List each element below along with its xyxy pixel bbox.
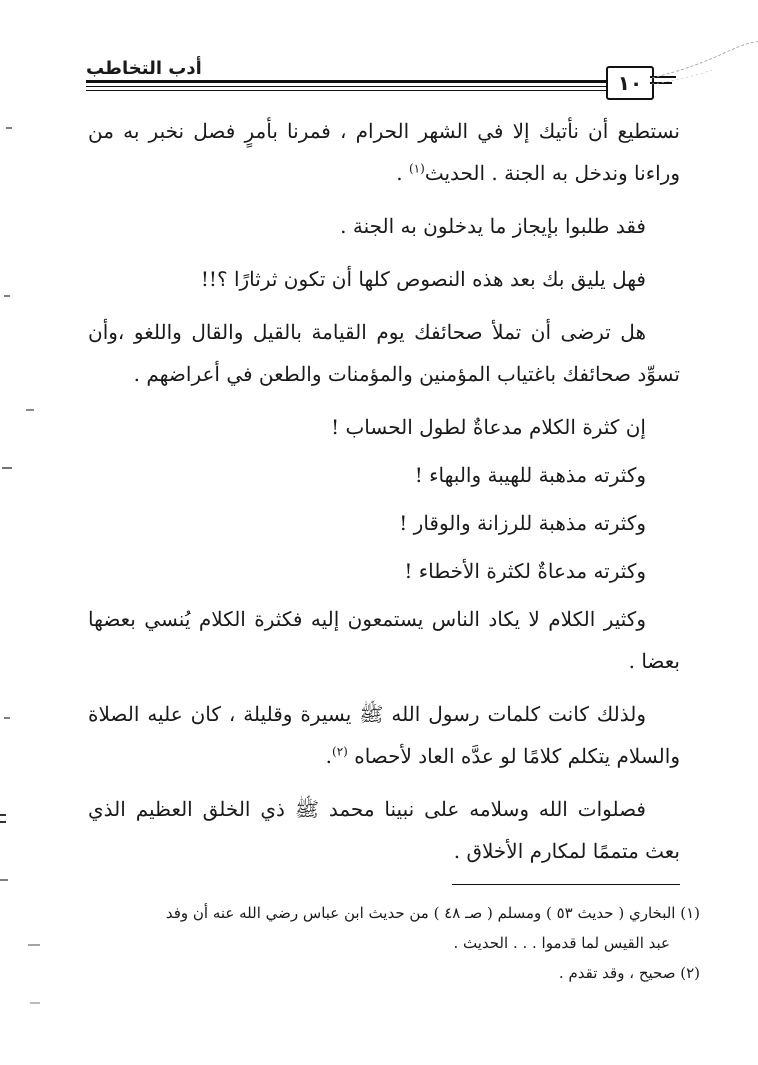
footnote-separator (452, 884, 680, 885)
paragraph: وكثرته مدعاةٌ لكثرة الأخطاء ! (404, 559, 646, 583)
paragraph: وكثرته مذهبة للهيبة والبهاء ! (414, 463, 646, 487)
paragraph: إن كثرة الكلام مدعاةٌ لطول الحساب ! (331, 415, 646, 439)
scan-artifact-lines (652, 40, 758, 100)
footnotes (100, 898, 700, 988)
paragraph: هل ترضى أن تملأ صحائفك يوم القيامة بالقيل والقال واللغو ،وأن تسوِّد صحائفك باغتياب المؤمنين والمؤمنات والطعن في أعراضهم . (88, 320, 680, 386)
footnote-ref: (١) (408, 161, 425, 176)
header-rule-thick (86, 80, 606, 83)
running-title: أدب التخاطب (86, 58, 202, 79)
footnote-1-continued: عبد القيس لما قدموا . . . الحديث . (453, 934, 670, 952)
paragraph: وكثرته مذهبة للرزانة والوقار ! (399, 511, 646, 535)
footnote-ref: (٢) (332, 744, 348, 759)
paragraph: فقد طلبوا بإيجاز ما يدخلون به الجنة . (340, 214, 646, 238)
main-text (88, 110, 680, 883)
paragraph: وكثير الكلام لا يكاد الناس يستمعون إليه فكثرة الكلام يُنسي بعضها بعضا . (88, 607, 680, 673)
footnote-1: (١) البخاري ( حديث ٥٣ ) ومسلم ( صـ ٤٨ ) من حديث ابن عباس رضي الله عنه أن وفد (165, 904, 700, 922)
paragraph: ولذلك كانت كلمات رسول الله ﷺ يسيرة وقليلة ، كان عليه الصلاة والسلام يتكلم كلامًا لو عدَّه العاد لأحصاه $^{(٢)}$. (88, 702, 680, 768)
paragraph: فهل يليق بك بعد هذه النصوص كلها أن تكون ثرثارًا ؟!! (200, 267, 646, 291)
paragraph: فصلوات الله وسلامه على نبينا محمد ﷺ ذي الخلق العظيم الذي بعث متممًا لمكارم الأخلاق . (88, 797, 680, 863)
paragraph: نستطيع أن نأتيك إلا في الشهر الحرام ، فمرنا بأمرٍ فصل نخبر به من وراءنا وندخل به الجنة . الحديث$^{(١)}$ . (88, 119, 680, 185)
page-number: ١٠ (606, 66, 654, 100)
scan-margin-marks (0, 0, 40, 1065)
header-rule-thin-lower (86, 90, 606, 91)
header-rule-thin (86, 86, 606, 87)
footnote-2: (٢) صحيح ، وقد تقدم . (558, 964, 700, 982)
